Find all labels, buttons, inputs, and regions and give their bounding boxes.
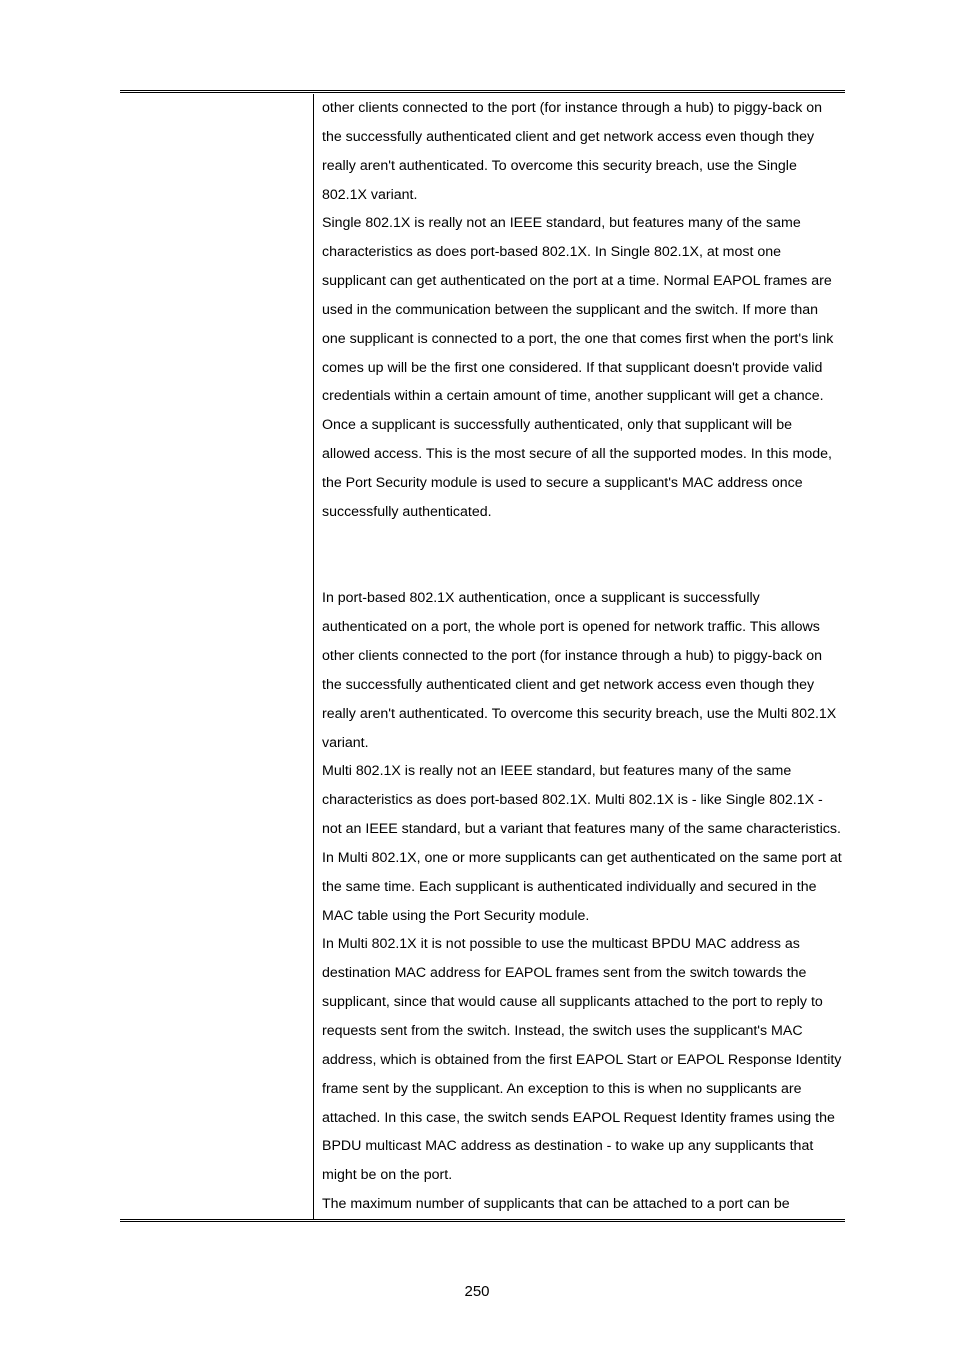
page-number: 250 (464, 1283, 490, 1300)
paragraph-multi-bpdu: In Multi 802.1X it is not possible to use the multicast BPDU MAC address as destination MAC address for EAPOL frames sent from the switch towards the supplicant, since that would cause all supplicants attached to the port to reply to requests sent from the switch. Instead, the switch uses the supplicant's MAC address, which is obtained from the first EAPOL Start or EAPOL Response Identity frame sent by the supplicant. An exception to this is when no supplicants are attached. In this case, the switch sends EAPOL Request Identity frames using the BPDU multicast MAC address as destination - to wake up any supplicants that might be on the port. (322, 936, 842, 1184)
paragraph-max-supplicants: The maximum number of supplicants that can be attached to a port can be (322, 1196, 790, 1213)
description-table (120, 90, 845, 1224)
paragraph-multi-8021x: Multi 802.1X is really not an IEEE standard, but features many of the same characteristics as does port-based 802.1X. Multi 802.1X is - like Single 802.1X - not an IEEE standard, but a variant that features many of the same characteristics. In Multi 802.1X, one or more supplicants can get authenticated on the same port at the same time. Each supplicant is authenticated individually and secured in the MAC table using the Port Security module. (322, 763, 842, 924)
description-column-cell (322, 94, 842, 1219)
column-divider (313, 94, 314, 1220)
paragraph-port-based-intro: In port-based 802.1X authentication, once a supplicant is successfully authenticated on a port, the whole port is opened for network traffic. This allows other clients connected to the port (for instance through a hub) to piggy-back on the successfully authenticated client and get network access even though they really aren't authenticated. To overcome this security breach, use the Multi 802.1X variant. (322, 590, 837, 751)
section-gap (322, 527, 842, 585)
parameter-column-cell (120, 94, 313, 1219)
paragraph-single-8021x: Single 802.1X is really not an IEEE standard, but features many of the same characteristics as does port-based 802.1X. In Single 802.1X, at most one supplicant can get authenticated on the port at a time. Normal EAPOL frames are used in the communication between the supplicant and the switch. If more than one supplicant is connected to a port, the one that comes first when the port's link comes up will be the first one considered. If that supplicant doesn't provide valid credentials within a certain amount of time, another supplicant will get a chance. Once a supplicant is successfully authenticated, only that supplicant will be allowed access. This is the most secure of all the supported modes. In this mode, the Port Security module is used to secure a supplicant's MAC address once successfully authenticated. (322, 215, 834, 520)
paragraph-single-intro: other clients connected to the port (for instance through a hub) to piggy-back on the successfully authenticated client and get network access even though they really aren't authenticated. To overcome this security breach, use the Single 802.1X variant. (322, 100, 823, 203)
table-top-rule (120, 90, 845, 93)
table-bottom-rule (120, 1219, 845, 1222)
